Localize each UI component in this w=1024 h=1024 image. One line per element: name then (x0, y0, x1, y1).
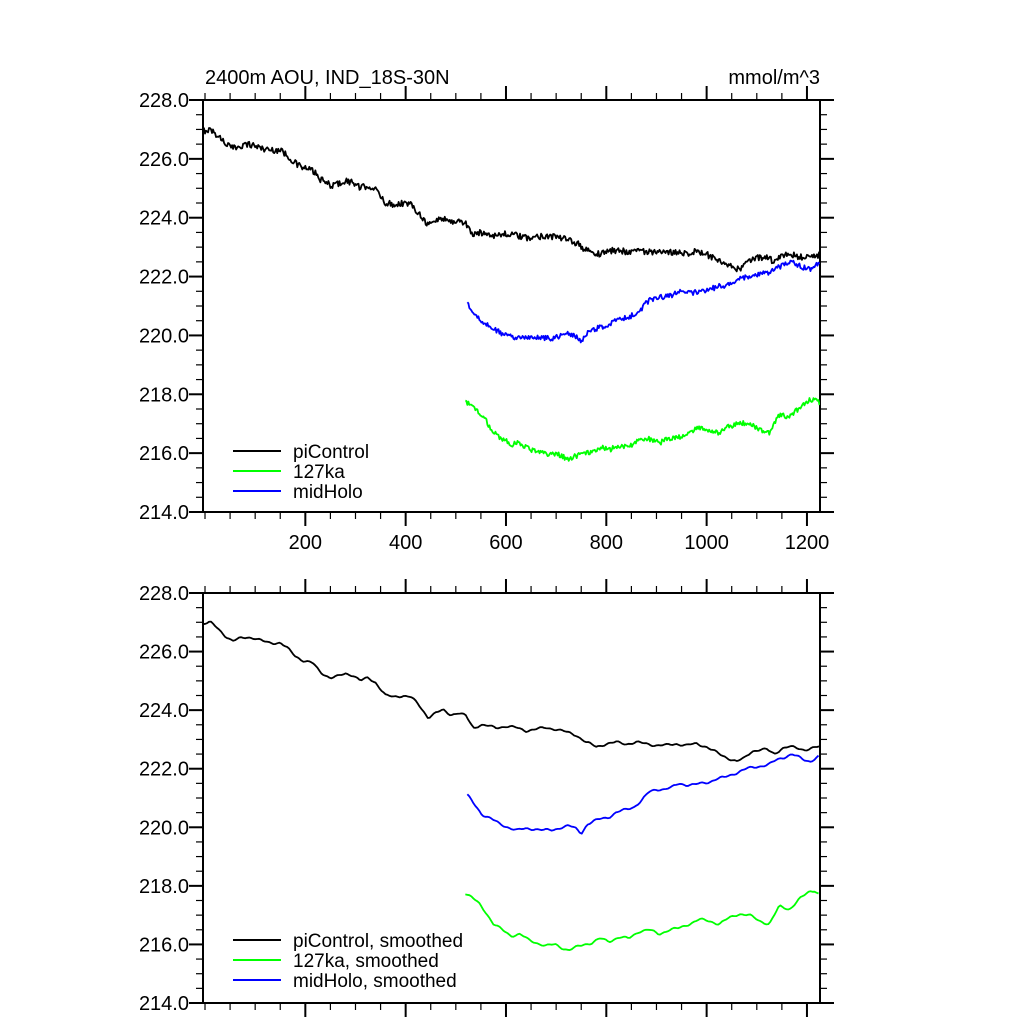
y-tick-label: 224.0 (138, 700, 189, 723)
y-tick-label: 218.0 (138, 875, 189, 898)
series-picontrol-smoothed (203, 622, 819, 761)
series-midholo (467, 261, 819, 343)
y-tick-label: 226.0 (138, 641, 189, 664)
legend-label: 127ka (293, 462, 345, 483)
y-tick-label: 224.0 (138, 207, 189, 230)
y-tick-label: 222.0 (138, 758, 189, 781)
y-tick-label: 222.0 (138, 266, 189, 289)
legend-label: piControl, smoothed (293, 931, 464, 952)
y-tick-label: 220.0 (138, 325, 189, 348)
series-picontrol (203, 128, 820, 271)
y-tick-label: 216.0 (138, 443, 189, 466)
y-tick-label: 216.0 (138, 934, 189, 957)
y-tick-label: 220.0 (138, 817, 189, 840)
x-tick-label: 800 (589, 532, 623, 554)
x-tick-label: 600 (489, 532, 523, 554)
series-127ka (465, 398, 819, 461)
y-tick-label: 214.0 (138, 993, 189, 1015)
y-tick-label: 214.0 (138, 502, 189, 524)
x-tick-label: 1200 (784, 532, 830, 554)
legend-label: midHolo (293, 482, 363, 503)
y-tick-label: 226.0 (138, 148, 189, 171)
legend-label: piControl (293, 442, 370, 463)
unit-label: mmol/m^3 (728, 67, 820, 89)
series-midholo-smoothed (467, 754, 818, 833)
legend-label: 127ka, smoothed (293, 951, 439, 972)
y-tick-label: 228.0 (138, 90, 189, 112)
legend-label: midHolo, smoothed (293, 971, 457, 992)
y-tick-label: 228.0 (138, 583, 189, 605)
panel-title: 2400m AOU, IND_18S-30N (205, 67, 450, 89)
x-tick-label: 200 (288, 532, 323, 554)
y-tick-label: 218.0 (138, 384, 189, 407)
x-tick-label: 400 (388, 532, 423, 554)
x-tick-label: 1000 (684, 532, 729, 554)
series-127ka-smoothed (465, 891, 818, 950)
